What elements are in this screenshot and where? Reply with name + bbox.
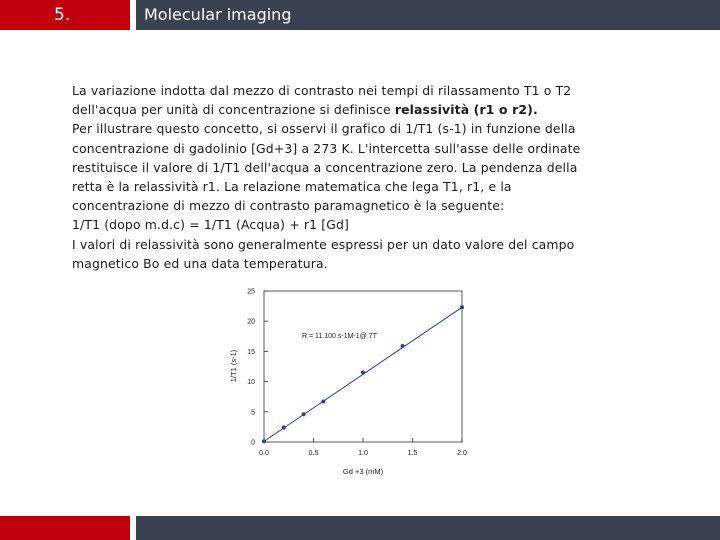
slide-title: Molecular imaging bbox=[144, 5, 292, 24]
y-tick-label: 15 bbox=[247, 348, 255, 356]
data-point bbox=[460, 305, 464, 309]
paragraph-2: Per illustrare questo concetto, si osservi il grafico di 1/T1 (s-1) in funzione della concentrazione di gadolinio [Gd+3] a 273 K. L'intercetta sull'asse delle ordinate restituisce il valore di 1/T1 dell'acqua a concentrazione zero. La pendenza della retta è la relassività r1. La relazione matematica che lega T1, r1, e la concentrazione di mezzo di contrasto paramagnetico è la seguente: bbox=[72, 121, 581, 214]
y-tick-label: 10 bbox=[247, 379, 255, 387]
data-point bbox=[302, 412, 306, 416]
data-point bbox=[321, 400, 325, 404]
x-tick-label: 2.0 bbox=[457, 450, 467, 457]
paragraph-4: I valori di relassività sono generalmente espressi per un dato valore del campo magnetico Bo ed una data temperatura. bbox=[72, 236, 575, 271]
y-tick-label: 20 bbox=[247, 318, 255, 326]
chart-annotation: R = 11.100 s-1M-1@ 7T bbox=[302, 333, 377, 340]
data-point bbox=[262, 439, 266, 443]
plot-area-frame bbox=[264, 291, 462, 442]
paragraph-1-text: La variazione indotta dal mezzo di contrasto nei tempi di rilassamento T1 o T2 dell'acqua per unità di concentrazione si definisce bbox=[72, 83, 572, 118]
data-point bbox=[401, 344, 405, 348]
y-tick-label: 5 bbox=[251, 409, 255, 417]
y-tick-label: 25 bbox=[247, 288, 255, 296]
y-axis-label: 1/T1 (s-1) bbox=[229, 349, 238, 383]
paragraph-1-bold: relassività (r1 o r2). bbox=[394, 102, 538, 118]
x-tick-label: 0.5 bbox=[308, 450, 319, 457]
paragraph-1 bbox=[72, 81, 602, 119]
footer-accent-bar bbox=[0, 516, 130, 540]
data-point bbox=[361, 371, 365, 375]
y-axis bbox=[247, 289, 268, 447]
y-tick-label: 0 bbox=[251, 439, 255, 447]
header-accent-bar bbox=[0, 0, 130, 30]
body-text bbox=[72, 81, 602, 273]
paragraph-formula: 1/T1 (dopo m.d.c) = 1/T1 (Acqua) + r1 [Gd] bbox=[72, 217, 349, 233]
x-tick-label: 1.0 bbox=[358, 450, 368, 457]
slide-number: 5. bbox=[54, 5, 71, 25]
footer-dark-bar bbox=[136, 516, 720, 540]
x-axis bbox=[259, 438, 467, 457]
x-tick-label: 0.0 bbox=[259, 450, 269, 457]
x-tick-label: 1.5 bbox=[407, 450, 418, 457]
relaxivity-chart bbox=[226, 282, 486, 482]
x-axis-label: Gd +3 (mM) bbox=[342, 467, 384, 476]
data-point bbox=[282, 426, 286, 430]
